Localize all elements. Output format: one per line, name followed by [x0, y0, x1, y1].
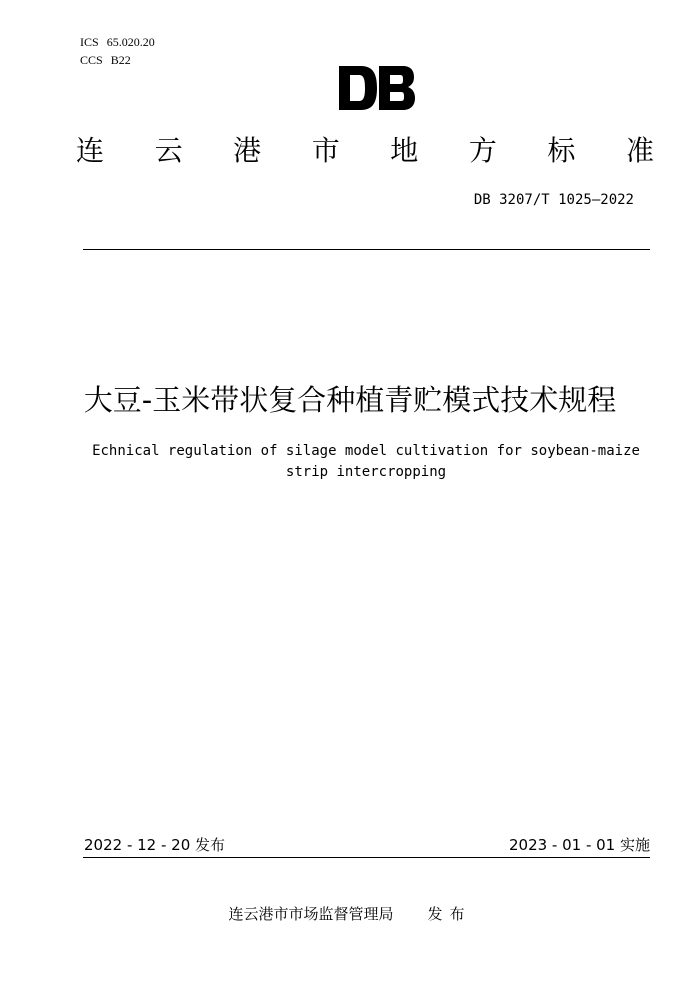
standard-type-char: 云	[154, 134, 183, 167]
document-title-english	[80, 441, 652, 483]
document-title-english-line-1: Echnical regulation of silage model cultivation for soybean-maize	[92, 443, 640, 459]
standard-number: DB 3207/T 1025—2022	[473, 192, 634, 208]
standard-type-char: 标	[547, 134, 576, 167]
ccs-code: B22	[110, 53, 131, 67]
standard-type-char: 地	[390, 134, 419, 167]
implementation-date: 2023 - 01 - 01 实施	[508, 836, 650, 854]
ccs-label: CCS	[80, 53, 103, 67]
ics-code: 65.020.20	[106, 35, 155, 49]
standard-type-char: 港	[233, 134, 262, 167]
standard-type-char: 连	[76, 134, 105, 167]
document-title-english-line-2: strip intercropping	[285, 464, 447, 480]
db-logo-letter-d	[339, 66, 377, 110]
standard-type-char: 方	[468, 134, 497, 167]
standard-type-char: 准	[625, 134, 654, 167]
standard-type-heading	[76, 133, 654, 169]
issue-date: 2022 - 12 - 20 发布	[84, 836, 226, 854]
document-title-chinese: 大豆-玉米带状复合种植青贮模式技术规程	[83, 383, 617, 417]
ics-label: ICS	[80, 35, 99, 49]
ccs-code-line	[80, 53, 131, 67]
publisher-name: 连云港市市场监督管理局	[228, 905, 394, 923]
top-divider	[83, 249, 650, 250]
implementation-date-wrapper	[509, 835, 650, 855]
db-logo-letter-b	[379, 66, 415, 110]
standard-type-char: 市	[311, 134, 340, 167]
publisher-action: 发布	[427, 905, 472, 923]
publisher-line	[0, 904, 700, 924]
db-logo	[339, 66, 415, 110]
ics-code-line	[80, 35, 155, 49]
bottom-divider	[83, 857, 650, 858]
